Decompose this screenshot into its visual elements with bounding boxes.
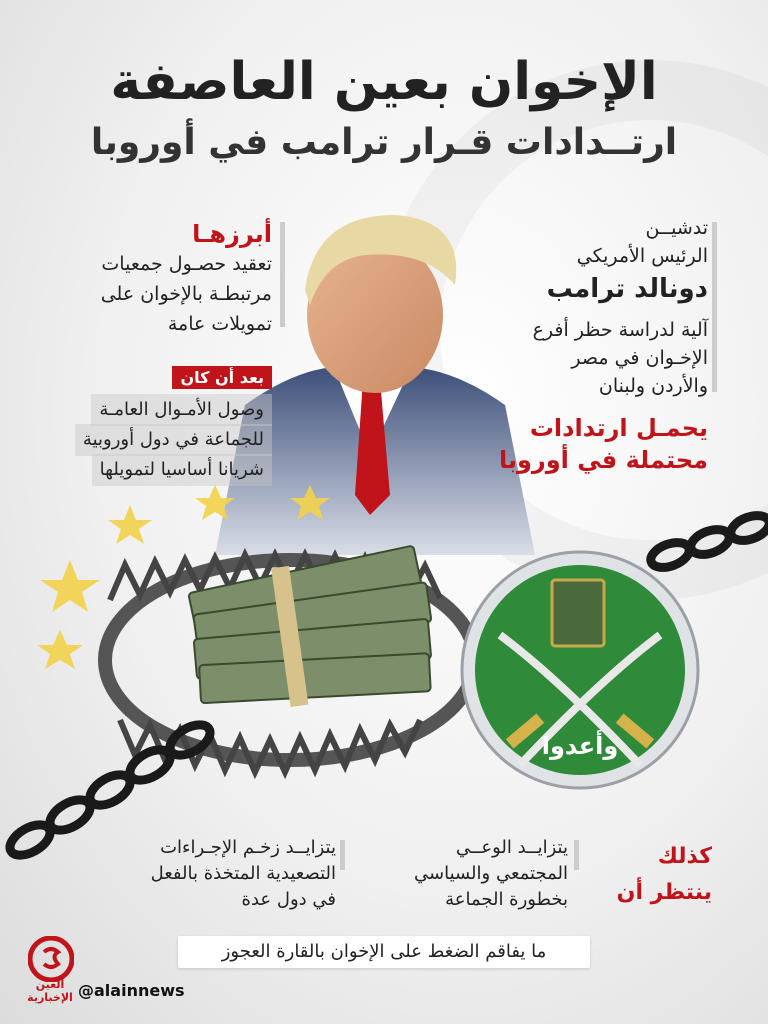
left-top-bar [280, 222, 285, 327]
left-top-heading: أبرزهـا [192, 220, 272, 248]
left-top-line1: تعقيد حصـول جمعيات [101, 253, 272, 275]
alain-logo-icon [28, 936, 74, 982]
right-top-line5: الإخـوان في مصر [571, 347, 708, 369]
left-mid-badge: بعد أن كان [172, 366, 272, 389]
brand-handle: @alainnews [78, 981, 185, 1000]
money-trap-illustration [0, 480, 768, 900]
left-mid-line2: للجماعة في دول أوروبية [75, 424, 272, 456]
page-title: الإخوان بعين العاصفة [110, 52, 658, 112]
footer-summary: ما يفاقم الضغط على الإخوان بالقارة العجوز [178, 936, 590, 968]
right-top-line3: دونالد ترامب [546, 274, 708, 304]
emblem-motto: وأعدوا [541, 732, 619, 760]
right-top-red2: محتملة في أوروبا [498, 446, 708, 474]
bottom-expect-1: كذلك [657, 844, 712, 869]
right-top-line2: الرئيس الأمريكي [576, 245, 708, 267]
bottom-left-line2: التصعيدية المتخذة بالفعل [150, 863, 336, 884]
bottom-mid-line2: المجتمعي والسياسي [414, 863, 568, 884]
bottom-mid-bar [574, 840, 579, 870]
bottom-mid-line3: بخطورة الجماعة [445, 889, 568, 910]
bottom-left-line3: في دول عدة [241, 889, 336, 910]
brand-logo-text: العين الإخبارية [27, 978, 73, 1004]
bottom-left-bar [340, 840, 345, 870]
right-top-bar [712, 222, 717, 392]
bottom-left-line1: يتزايــد زخـم الإجـراءات [160, 837, 336, 858]
page-subtitle: ارتــدادات قـرار ترامب في أوروبا [90, 122, 678, 163]
left-mid-line3: شريانا أساسيا لتمويلها [92, 454, 272, 486]
left-mid-line1: وصول الأمـوال العامـة [91, 394, 272, 426]
left-top-line2: مرتبطـة بالإخوان على [100, 283, 272, 305]
left-top-line3: تمويلات عامة [167, 313, 272, 335]
bottom-expect-2: ينتظر أن [616, 880, 712, 905]
right-top-line6: والأردن ولبنان [598, 375, 708, 397]
right-top-line1: تدشيــن [645, 217, 708, 239]
right-top-line4: آلية لدراسة حظر أفرع [532, 319, 708, 341]
right-top-red1: يحمـل ارتدادات [529, 414, 708, 442]
bottom-mid-line1: يتزايــد الوعــي [455, 837, 568, 858]
